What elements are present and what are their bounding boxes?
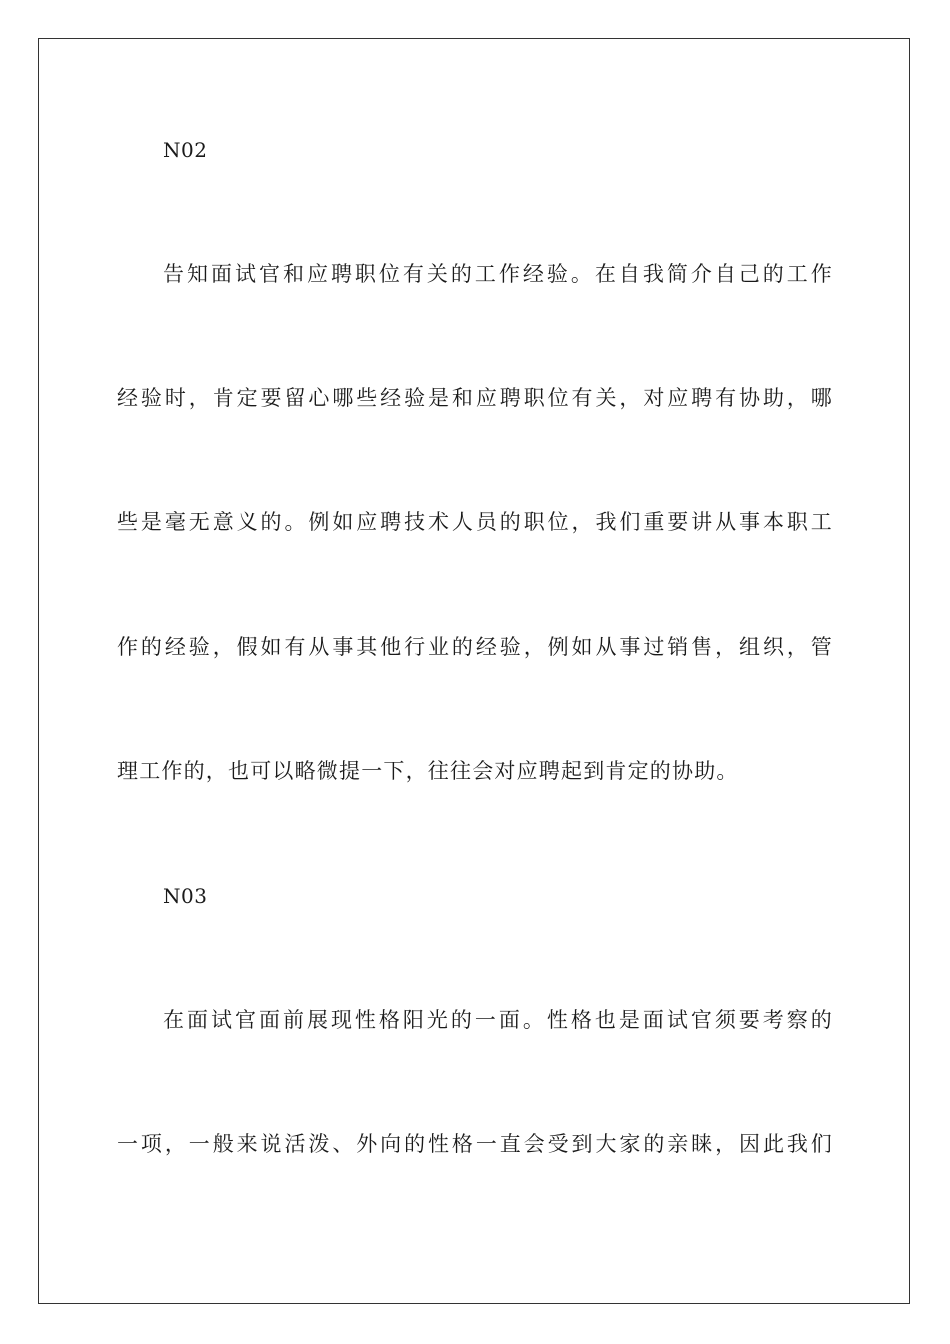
paragraph-line: 作的经验，假如有从事其他行业的经验，例如从事过销售，组织，管 [117, 635, 833, 659]
paragraph-line: 些是毫无意义的。例如应聘技术人员的职位，我们重要讲从事本职工 [117, 510, 833, 534]
paragraph-line: 告知面试官和应聘职位有关的工作经验。在自我简介自己的工作 [163, 262, 833, 286]
paragraph-line: 在面试官面前展现性格阳光的一面。性格也是面试官须要考察的 [163, 1008, 833, 1032]
paragraph-line: 一项，一般来说活泼、外向的性格一直会受到大家的亲睐，因此我们 [117, 1132, 833, 1156]
paragraph-line: 经验时，肯定要留心哪些经验是和应聘职位有关，对应聘有协助，哪 [117, 386, 833, 410]
page-border [38, 38, 910, 1304]
paragraph-line: 理工作的，也可以略微提一下，往往会对应聘起到肯定的协助。 [117, 759, 739, 783]
section-heading: N03 [163, 884, 208, 908]
section-heading: N02 [163, 138, 208, 162]
